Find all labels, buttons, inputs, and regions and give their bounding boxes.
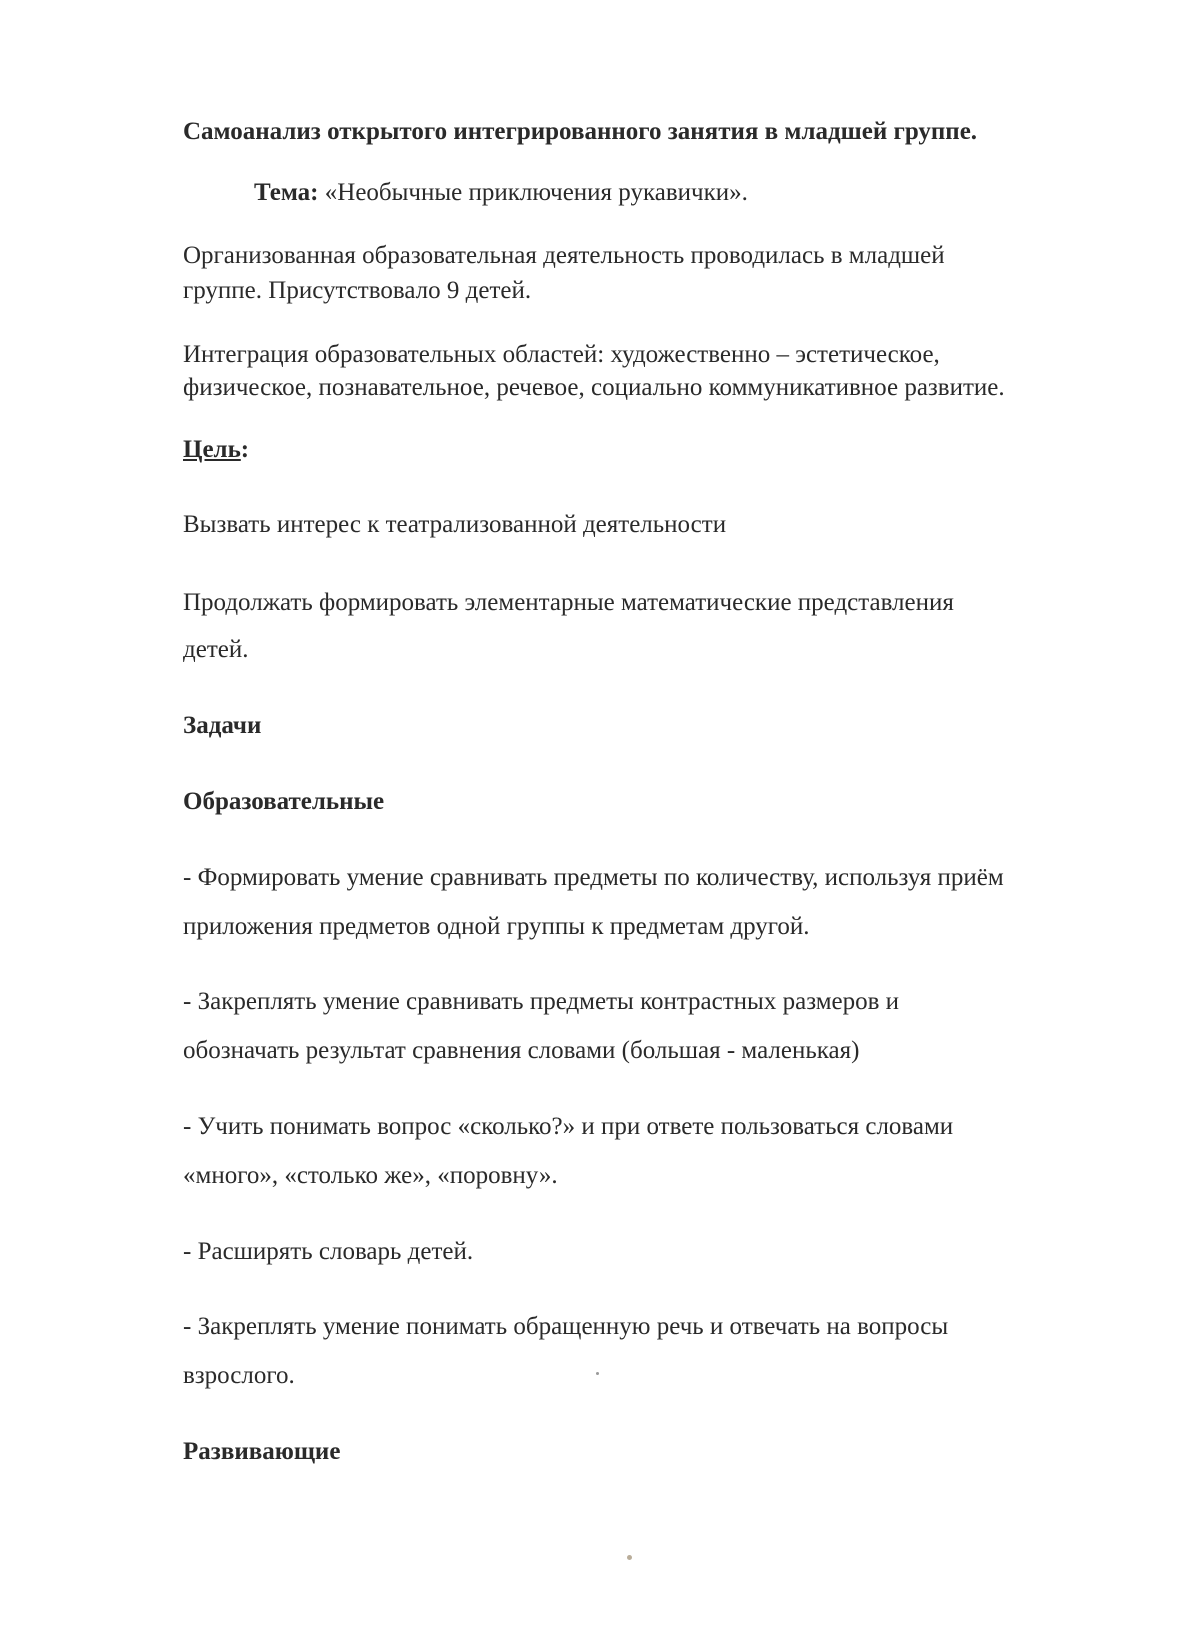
goal-item-1: Вызвать интерес к театрализованной деятельности <box>183 511 727 538</box>
topic-line <box>254 178 748 208</box>
topic-label: Тема: <box>254 179 319 206</box>
educational-item-1: - Формировать умение сравнивать предметы по количеству, используя приём <box>183 864 1004 891</box>
educational-item-5: - Закреплять умение понимать обращенную речь и отвечать на вопросы <box>183 1313 949 1340</box>
educational-item-3-cont: «много», «столько же», «поровну». <box>183 1162 558 1189</box>
intro-line-2: группе. Присутствовало 9 детей. <box>183 277 532 304</box>
scan-speck <box>596 1372 599 1375</box>
integration-line-2: физическое, познавательное, речевое, социально коммуникативное развитие. <box>183 374 1005 401</box>
educational-heading: Образовательные <box>183 788 385 815</box>
educational-item-3: - Учить понимать вопрос «сколько?» и при ответе пользоваться словами <box>183 1113 954 1140</box>
educational-item-4: - Расширять словарь детей. <box>183 1238 474 1265</box>
educational-item-2-cont: обозначать результат сравнения словами (большая - маленькая) <box>183 1037 860 1064</box>
goal-item-2-cont: детей. <box>183 636 249 663</box>
developing-heading: Развивающие <box>183 1438 341 1465</box>
educational-item-2: - Закреплять умение сравнивать предметы контрастных размеров и <box>183 988 900 1015</box>
goal-heading-colon: : <box>240 436 250 463</box>
goal-item-2: Продолжать формировать элементарные математические представления <box>183 589 954 616</box>
goal-heading-line <box>183 435 249 465</box>
intro-line-1: Организованная образовательная деятельность проводилась в младшей <box>183 242 945 269</box>
document-title: Самоанализ открытого интегрированного занятия в младшей группе. <box>183 118 978 145</box>
tasks-heading: Задачи <box>183 712 262 739</box>
educational-item-1-cont: приложения предметов одной группы к предметам другой. <box>183 913 810 940</box>
goal-heading: Цель <box>183 436 241 463</box>
scan-speck <box>627 1555 632 1560</box>
topic-value: «Необычные приключения рукавички». <box>318 179 748 206</box>
integration-line-1: Интеграция образовательных областей: художественно – эстетическое, <box>183 341 940 368</box>
educational-item-5-cont: взрослого. <box>183 1362 295 1389</box>
